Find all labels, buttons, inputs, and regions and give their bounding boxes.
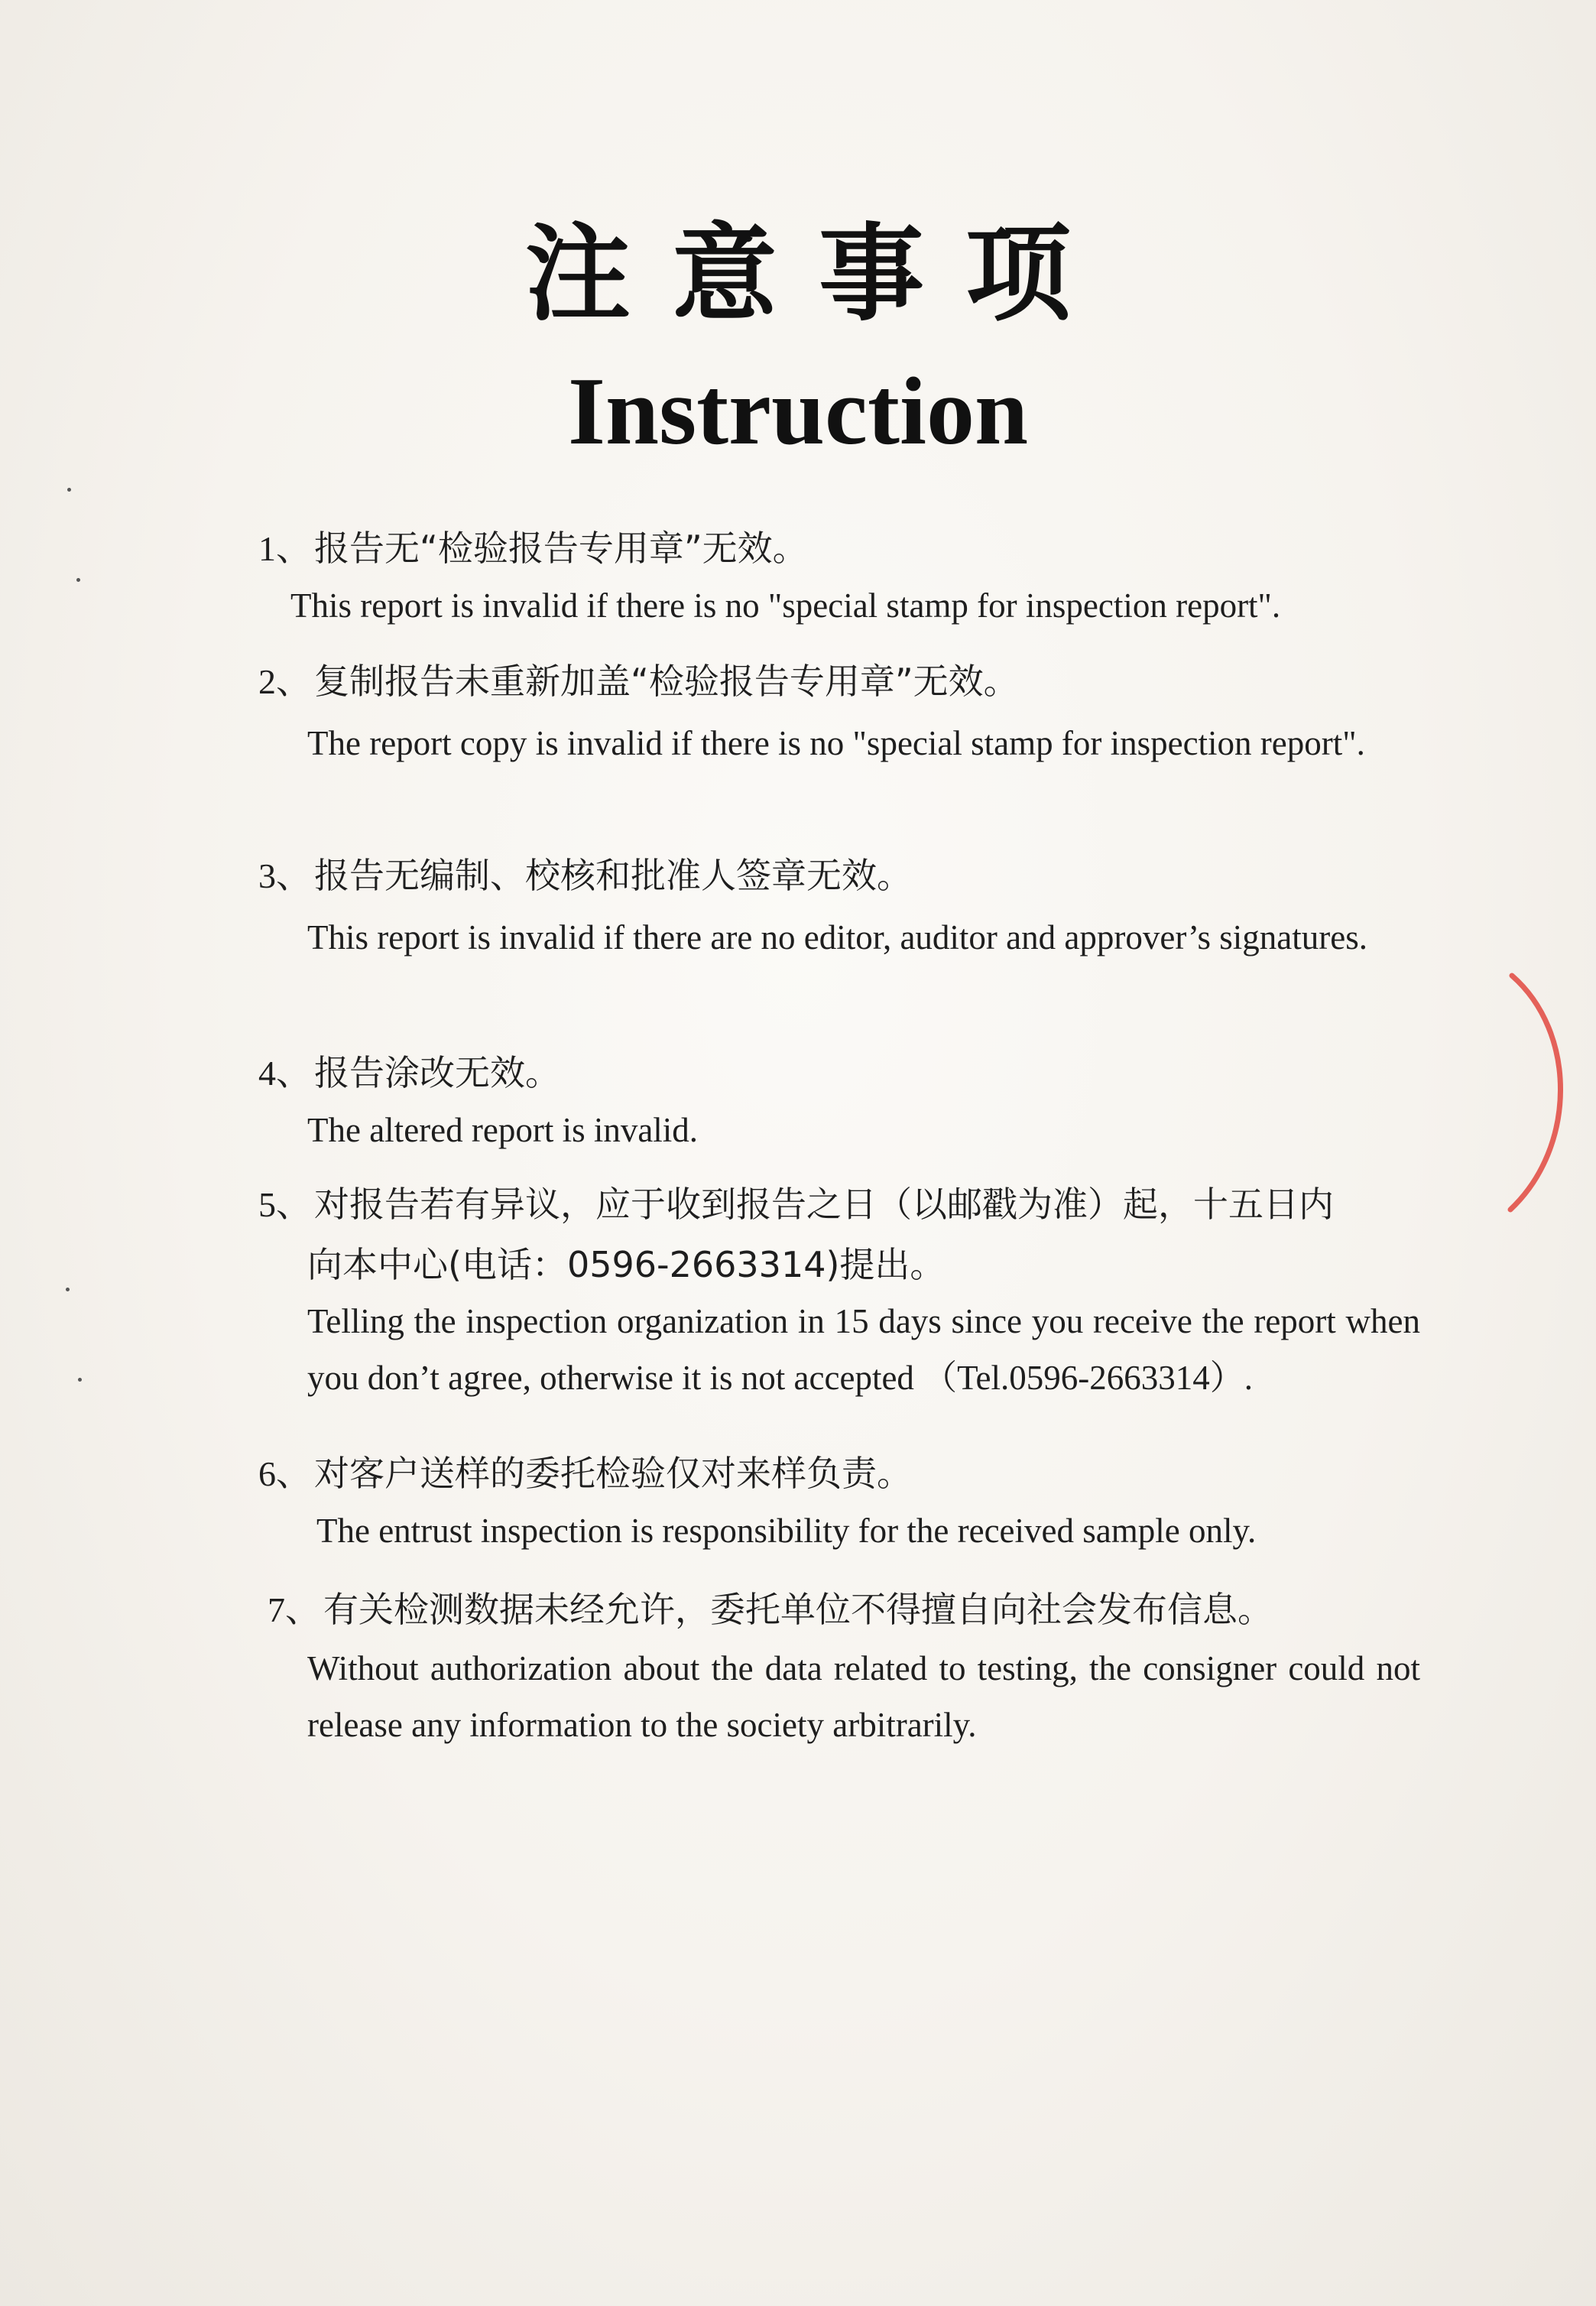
item-4-english: The altered report is invalid. [307,1111,699,1149]
list-item-5 [258,1184,1420,1406]
list-item-4 [258,1052,1420,1158]
item-7-english: Without authorization about the data related to testing, the consigner could not release any information to the society arbitrarily. [307,1649,1420,1744]
page-title-english: Instruction [567,359,1029,465]
item-7-chinese [268,1589,1429,1630]
item-6-chinese [258,1453,1420,1494]
list-item-3 [258,855,1420,966]
item-5-chinese [258,1184,1420,1225]
page-title-chinese: 注意事项 [524,213,1112,336]
item-1-english: This report is invalid if there is no "special stamp for inspection report". [290,586,1281,625]
item-1-chinese-text: 报告无“检验报告专用章”无效。 [314,528,808,569]
item-7-chinese-text: 有关检测数据未经允许，委托单位不得擅自向社会发布信息。 [323,1589,1273,1630]
item-5-number: 5、 [258,1185,311,1224]
item-2-chinese [258,661,1420,702]
item-4-number: 4、 [258,1054,311,1093]
stamp-edge-mark [1504,971,1573,1216]
item-3-chinese [258,855,1420,896]
item-5-english: Telling the inspection organization in 15 days since you receive the report when you don’t agree, otherwise it is not accepted （Tel.0596-2663314）. [307,1302,1420,1397]
speck-mark [66,1288,70,1291]
item-2-english: The report copy is invalid if there is no "special stamp for inspection report". [307,724,1365,762]
item-2-number: 2、 [258,662,311,701]
item-6-chinese-text: 对客户送样的委托检验仅对来样负责。 [314,1453,912,1494]
item-6-number: 6、 [258,1454,311,1493]
item-7-number: 7、 [268,1590,320,1629]
item-3-chinese-text: 报告无编制、校核和批准人签章无效。 [314,855,912,896]
item-3-number: 3、 [258,856,311,895]
item-4-chinese-text: 报告涂改无效。 [314,1052,560,1093]
item-1-chinese [258,528,1420,569]
list-item-2 [258,661,1420,771]
speck-mark [76,578,80,582]
list-item-1 [258,528,1420,634]
item-6-english: The entrust inspection is responsibility for the received sample only. [316,1512,1257,1550]
list-item-6 [258,1453,1420,1559]
speck-mark [67,488,71,492]
list-item-7 [268,1589,1429,1753]
item-5-chinese-text: 对报告若有异议，应于收到报告之日（以邮戳为准）起，十五日内 [314,1184,1334,1225]
item-2-chinese-text: 复制报告未重新加盖“检验报告专用章”无效。 [314,661,1019,702]
speck-mark [78,1378,82,1382]
item-5-chinese-continuation: 向本中心(电话：0596-2663314)提出。 [307,1244,946,1285]
item-3-english: This report is invalid if there are no editor, auditor and approver’s signatures. [307,918,1367,957]
item-1-number: 1、 [258,529,311,568]
item-4-chinese [258,1052,1420,1093]
